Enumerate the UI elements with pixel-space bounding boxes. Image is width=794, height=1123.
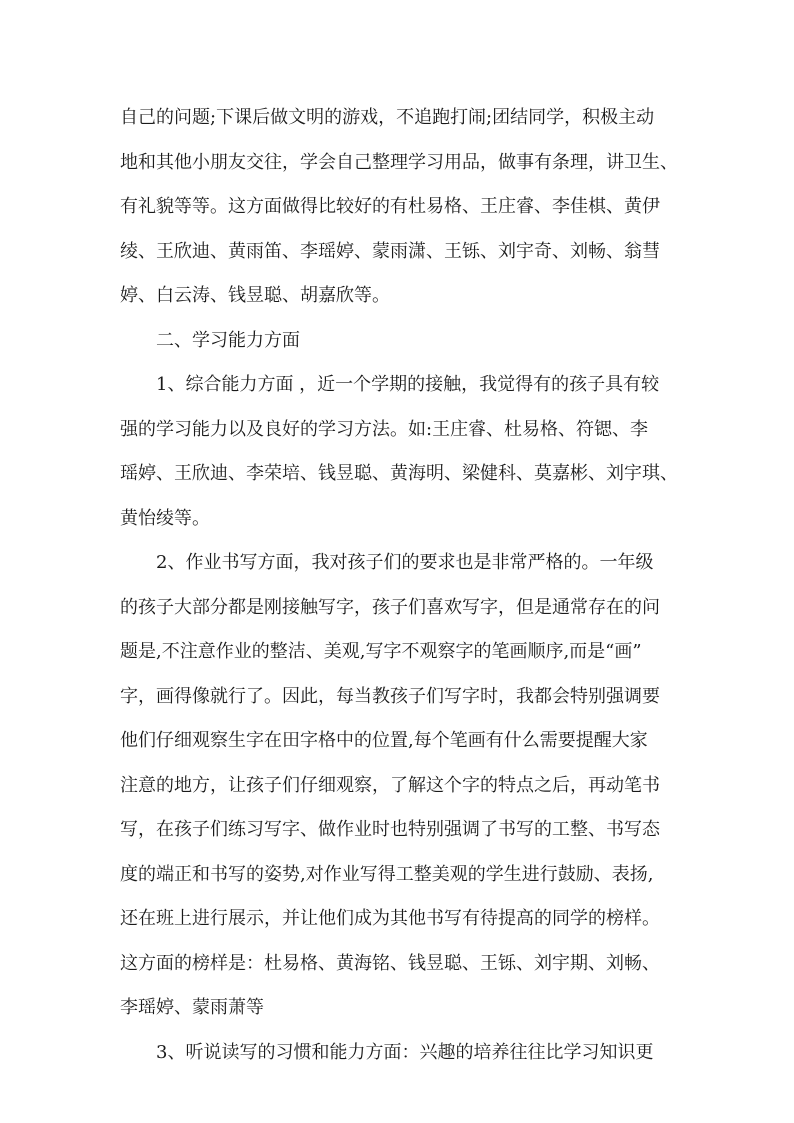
paragraph-behavior [120, 96, 680, 319]
text-line: 注意的地方，让孩子们仔细观察，了解这个字的特点之后，再动笔书 [120, 774, 660, 796]
text-line: 题是,不注意作业的整洁、美观,写字不观察字的笔画顺序,而是“画” [120, 641, 642, 662]
text-line: 地和其他小朋友交往，学会自己整理学习用品，做事有条理，讲卫生、 [120, 151, 678, 173]
document-body [120, 96, 680, 1075]
text-line: 3、听说读写的习惯和能力方面：兴趣的培养往往比学习知识更 [156, 1041, 654, 1063]
text-line: 的孩子大部分都是刚接触写字，孩子们喜欢写字，但是通常存在的问 [120, 596, 660, 618]
text-line: 字，画得像就行了。因此，每当教孩子们写字时，我都会特别强调要 [120, 685, 660, 707]
text-line: 写，在孩子们练习写字、做作业时也特别强调了书写的工整、书写态 [120, 819, 660, 840]
text-line: 还在班上进行展示，并让他们成为其他书写有待提高的同学的榜样。 [120, 908, 660, 929]
text-line: 绫、王欣迪、黄雨笛、李瑶婷、蒙雨潇、王铄、刘宇奇、刘畅、翁彗 [120, 240, 660, 262]
text-line: 瑶婷、王欣迪、李荣培、钱昱聪、黄海明、梁健科、莫嘉彬、刘宇琪、 [120, 463, 678, 484]
text-line: 黄怡绫等。 [120, 507, 210, 529]
section-heading [120, 319, 680, 364]
text-line: 李瑶婷、蒙雨萧等 [120, 997, 264, 1018]
text-line: 2、作业书写方面，我对孩子们的要求也是非常严格的。一年级 [156, 552, 654, 573]
text-line: 强的学习能力以及良好的学习方法。如:王庄睿、杜易格、符锶、李 [120, 418, 649, 440]
text-line: 二、学习能力方面 [156, 329, 300, 351]
text-line: 1、综合能力方面 ，近一个学期的接触，我觉得有的孩子具有较 [156, 374, 660, 395]
text-line: 婷、白云涛、钱昱聪、胡嘉欣等。 [120, 285, 390, 306]
text-line: 这方面的榜样是：杜易格、黄海铭、钱昱聪、王铄、刘宇期、刘畅、 [120, 952, 660, 974]
paragraph-homework-writing [120, 541, 680, 1031]
text-line: 度的端正和书写的姿势,对作业写得工整美观的学生进行鼓励、表扬, [120, 863, 654, 885]
text-line: 有礼貌等等。这方面做得比较好的有杜易格、王庄睿、李佳棋、黄伊 [120, 196, 660, 217]
paragraph-listening-speaking [120, 1031, 680, 1076]
paragraph-comprehensive-ability [120, 363, 680, 541]
text-line: 他们仔细观察生字在田字格中的位置,每个笔画有什么需要提醒大家 [120, 730, 648, 751]
text-line: 自己的问题;下课后做文明的游戏，不追跑打闹;团结同学，积极主动 [120, 107, 655, 128]
